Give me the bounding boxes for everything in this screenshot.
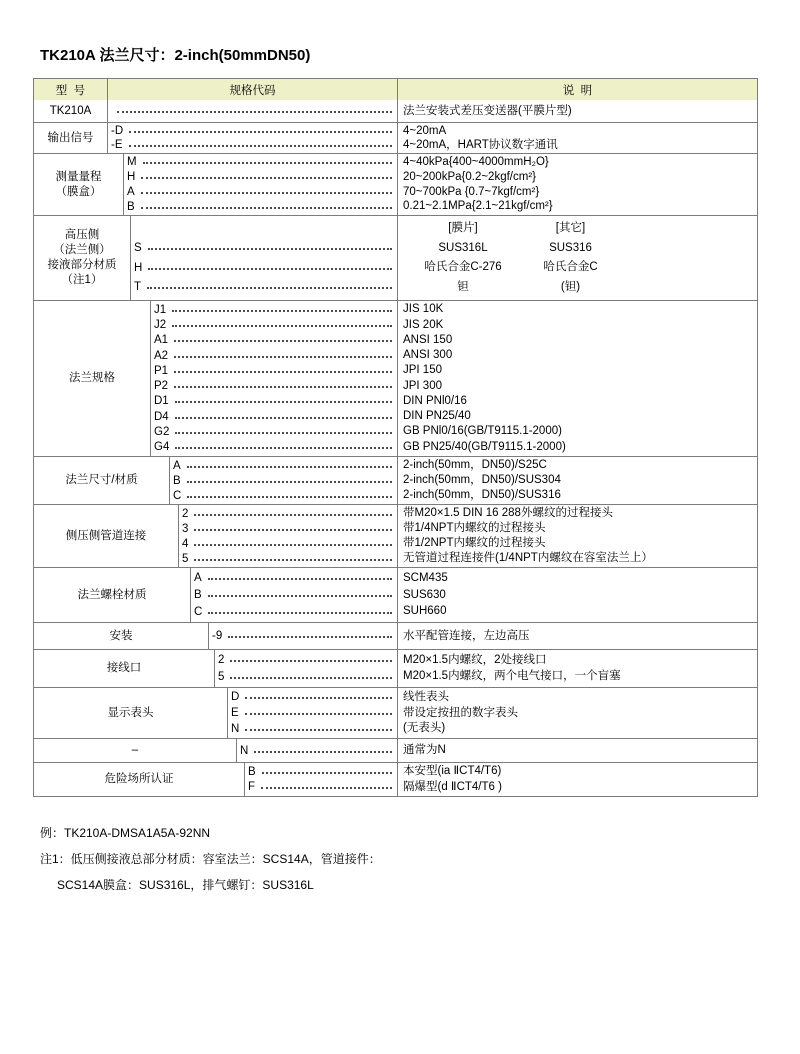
material-diaphragm-col: 钽 [457,280,469,293]
code-row [194,571,394,586]
dotted-leader [228,636,392,638]
section-flange-size-material [34,456,757,504]
dotted-leader [262,772,392,774]
code-row [154,302,394,317]
code-letter: 2 [218,654,225,667]
desc-line: 法兰安装式差压变送器(平膜片型) [403,104,572,117]
code-letter: E [231,707,239,719]
code-letter: N [240,744,249,757]
code-row [182,506,394,521]
code-letter: 3 [182,522,189,535]
desc-cell [397,216,757,300]
code-letter: M [127,156,137,169]
footer-note-2: SCS14A膜盒：SUS316L，排气螺钉：SUS316L [57,878,314,892]
code-cell [108,123,397,153]
material-other-col: SUS316 [549,241,592,254]
code-row [212,629,394,644]
dotted-leader [141,177,392,179]
desc-line [403,260,752,275]
dotted-leader [245,729,392,731]
dotted-leader [143,162,392,164]
code-letter: T [134,281,142,294]
desc-line: 20~200kPa{0.2~2kgf/cm²} [403,170,536,183]
code-row [248,764,394,779]
code-cell [215,650,397,687]
code-letter: 5 [218,670,225,683]
code-letter: C [173,489,182,502]
code-row [111,138,394,152]
desc-line: JIS 10K [403,303,444,316]
desc-line: DIN PNl0/16 [403,394,467,407]
desc-line: 无管道过程连接件(1/4NPT内螺纹在容室法兰上） [403,552,653,564]
code-row [154,440,394,455]
code-row [231,721,394,736]
desc-line: JPI 150 [403,364,442,377]
code-row [182,521,394,536]
desc-line [403,221,752,236]
desc-line: 2-inch(50mm，DN50)/SUS304 [403,474,561,486]
code-letter: A [194,572,202,585]
desc-line: 带设定按扭的数字表头 [403,706,518,719]
code-row [182,536,394,551]
desc-line: DIN PN25/40 [403,410,471,423]
desc-line: JIS 20K [403,318,444,331]
material-other-col: [其它] [555,222,586,235]
section-hazardous-certification [34,762,757,796]
code-row [240,743,394,758]
code-row [134,280,394,295]
desc-line: GB PNl0/16(GB/T9115.1-2000) [403,425,562,438]
section-output-signal [34,122,757,153]
dotted-leader [147,287,392,289]
section-label-line: 侧压侧管道连接 [65,529,147,542]
dotted-leader [175,432,392,434]
material-diaphragm-col: SUS316L [438,241,488,254]
desc-cell [397,650,757,687]
section-label [34,457,170,504]
desc-line: 隔爆型(d ⅡCT4/T6 ) [403,780,502,793]
code-letter: A [173,459,181,472]
code-letter: D4 [154,410,169,423]
code-letter: B [127,200,135,213]
header-code: 规格代码 [229,84,276,97]
section-hp-side-material [34,215,757,300]
desc-cell [397,739,757,762]
code-row [231,706,394,721]
code-row [134,241,394,256]
dotted-leader [254,751,392,753]
desc-cell [397,568,757,622]
code-row [173,488,394,503]
code-row [154,348,394,363]
dotted-leader [148,248,392,250]
dotted-leader [208,595,392,597]
code-cell [191,568,397,622]
desc-line: (无表头) [403,722,446,735]
desc-line: SUS630 [403,588,446,601]
material-diaphragm-col: 哈氏合金C-276 [424,261,502,274]
desc-line: 0.21~2.1MPa{2.1~21kgf/cm²} [403,200,553,213]
material-diaphragm-col: [膜片] [448,222,478,235]
code-letter: N [231,722,240,735]
desc-cell [397,623,757,649]
section-label [34,301,151,456]
code-letter: P2 [154,380,169,393]
code-row [127,155,394,170]
desc-cell [397,505,757,567]
desc-line: GB PN25/40(GB/T9115.1-2000) [403,440,566,453]
desc-line: 2-inch(50mm，DN50)/S25C [403,459,547,471]
code-row [218,669,394,684]
desc-line: 通常为N [403,744,446,756]
code-row [111,104,394,119]
dotted-leader [141,192,392,194]
code-letter: -9 [212,630,223,642]
code-letter: A2 [154,349,169,362]
spec-table [33,78,758,797]
code-letter: P1 [154,364,169,377]
dotted-leader [141,207,392,209]
code-letter: D1 [154,395,169,408]
section-label [34,739,237,762]
code-row [154,333,394,348]
code-cell [124,154,397,215]
code-letter: D [231,691,240,704]
section-label-line: 测量量程 [55,170,102,183]
section-label-line: 安装 [109,629,133,642]
dotted-leader [172,310,392,312]
section-label-line: 接液部分材质 [47,259,117,271]
section-label [34,650,215,687]
code-row [194,604,394,619]
code-cell [179,505,397,567]
section-label-line: 显示表头 [107,706,154,719]
code-letter: G4 [154,441,170,454]
section-label-line: 输出信号 [47,131,94,144]
section-label-line: 高压侧 [64,229,100,241]
dotted-leader [194,544,392,546]
code-row [111,124,394,138]
desc-cell [397,301,757,456]
desc-cell [397,763,757,796]
footer-example: 例：TK210A-DMSA1A5A-92NN [40,826,211,840]
dotted-leader [194,529,392,531]
code-row [127,199,394,214]
code-row [154,318,394,333]
dotted-leader [129,145,393,147]
dotted-leader [174,371,392,373]
section-label-line: 接线口 [106,662,142,674]
code-row [154,409,394,424]
desc-cell [397,154,757,215]
code-letter: H [134,261,143,274]
section-flange-bolt-material [34,567,757,622]
code-letter: F [248,781,256,794]
desc-cell [397,123,757,153]
code-letter: C [194,605,203,618]
section-label [34,688,228,738]
section-conduit-connection [34,649,757,687]
code-row [127,185,394,200]
header-desc: 说 明 [397,79,757,100]
code-cell [170,457,397,504]
dotted-leader [194,559,392,561]
code-letter: A1 [154,334,169,347]
code-letter: J1 [154,303,167,316]
desc-line: M20×1.5内螺纹，两个电气接口，一个盲塞 [403,670,621,683]
code-letter: B [173,474,181,487]
code-row [154,379,394,394]
section-label [34,154,124,215]
dotted-leader [175,447,392,449]
code-cell [237,739,397,762]
dotted-leader [208,578,392,580]
section-label [34,123,108,153]
desc-line: SUH660 [403,605,447,618]
code-letter: -D [111,125,124,137]
footer-note-1: 注1：低压侧接液总部分材质：容室法兰：SCS14A，管道接件： [40,852,381,866]
section-model [34,100,757,122]
code-letter: G2 [154,425,170,438]
code-row [248,780,394,795]
dotted-leader [230,677,392,679]
dotted-leader [187,496,392,498]
desc-line: 4~20mA [403,125,447,137]
desc-cell [397,688,757,738]
code-row [154,363,394,378]
dotted-leader [230,660,392,662]
code-cell [151,301,397,456]
desc-cell [397,457,757,504]
section-measuring-range [34,153,757,215]
code-letter: -E [111,139,123,151]
dotted-leader [245,697,392,699]
dotted-leader [175,417,392,419]
section-label [34,763,245,796]
code-cell [131,216,397,300]
section-label-line: 法兰螺栓材质 [77,588,147,601]
code-row [154,424,394,439]
code-letter: A [127,185,135,198]
code-letter: 4 [182,537,189,550]
dotted-leader [261,787,392,789]
desc-line: JPI 300 [403,379,442,392]
dotted-leader [187,466,392,468]
dotted-leader [172,325,392,327]
desc-cell [397,100,757,122]
desc-line [403,280,752,295]
code-letter: J2 [154,319,167,332]
section-flange-spec [34,300,757,456]
desc-line: 带M20×1.5 DIN 16 288外螺纹的过程接头 [403,507,613,519]
code-cell [245,763,397,796]
desc-line: 线性表头 [403,690,449,703]
dotted-leader [129,131,392,133]
section-label [34,623,209,649]
desc-line [403,241,752,256]
section-label-line: 危险场所认证 [104,773,174,785]
section-mounting [34,622,757,649]
dotted-leader [175,401,392,403]
code-row [173,473,394,488]
desc-line: 70~700kPa {0.7~7kgf/cm²} [403,185,540,198]
dotted-leader [194,514,392,516]
section-dash [34,738,757,762]
dotted-leader [187,481,392,483]
section-label-line: – [131,744,139,756]
desc-line: 本安型(ia ⅡCT4/T6) [403,765,502,778]
section-lp-piping-connection [34,504,757,567]
section-label-line: （法兰侧） [53,244,111,256]
code-cell [108,100,397,122]
dotted-leader [148,268,392,270]
code-row [231,690,394,705]
dotted-leader [174,340,392,342]
desc-line: 水平配管连接，左边高压 [403,629,530,642]
material-other-col: (钽) [560,280,581,293]
header-model: 型 号 [34,79,108,100]
code-row [194,588,394,603]
dotted-leader [174,356,392,358]
code-letter: B [194,589,202,601]
footer-notes [40,820,381,898]
dotted-leader [245,713,392,715]
desc-line: SCM435 [403,571,448,584]
code-cell [209,623,397,649]
page-title: TK210A 法兰尺寸：2-inch(50mmDN50) [40,47,311,64]
section-label-line: （注1） [61,274,103,286]
code-letter: 5 [182,552,189,565]
code-row [134,260,394,275]
desc-line: 4~40kPa{400~4000mmH₂O} [403,156,549,168]
code-row [134,221,394,236]
code-letter: H [127,171,136,184]
material-other-col: 哈氏合金C [543,261,598,274]
section-indicator [34,687,757,738]
dotted-leader [174,386,392,388]
section-label-line: （膜盒） [55,185,102,198]
code-letter: 2 [182,507,189,520]
code-letter: S [134,242,142,255]
dotted-leader [208,612,392,614]
desc-line: ANSI 150 [403,333,453,346]
desc-line: 带1/4NPT内螺纹的过程接头 [403,522,546,534]
section-label-line: TK210A [49,104,92,117]
section-label [34,568,191,622]
code-row [173,458,394,473]
section-label [34,100,108,122]
code-row [127,170,394,185]
desc-line: ANSI 300 [403,349,453,362]
table-header-row [34,79,757,100]
desc-line: 4~20mA，HART协议数字通讯 [403,139,558,151]
code-row [218,653,394,668]
desc-line: 2-inch(50mm，DN50)/SUS316 [403,489,561,501]
code-letter: B [248,765,256,778]
code-cell [228,688,397,738]
dotted-leader [117,111,392,113]
section-label-line: 法兰规格 [69,372,115,384]
section-label [34,216,131,300]
section-label-line: 法兰尺寸/材质 [65,474,138,486]
desc-line: 带1/2NPT内螺纹的过程接头 [403,537,546,549]
section-label [34,505,179,567]
code-row [182,551,394,566]
code-row [154,394,394,409]
desc-line: M20×1.5内螺纹，2处接线口 [403,653,547,666]
